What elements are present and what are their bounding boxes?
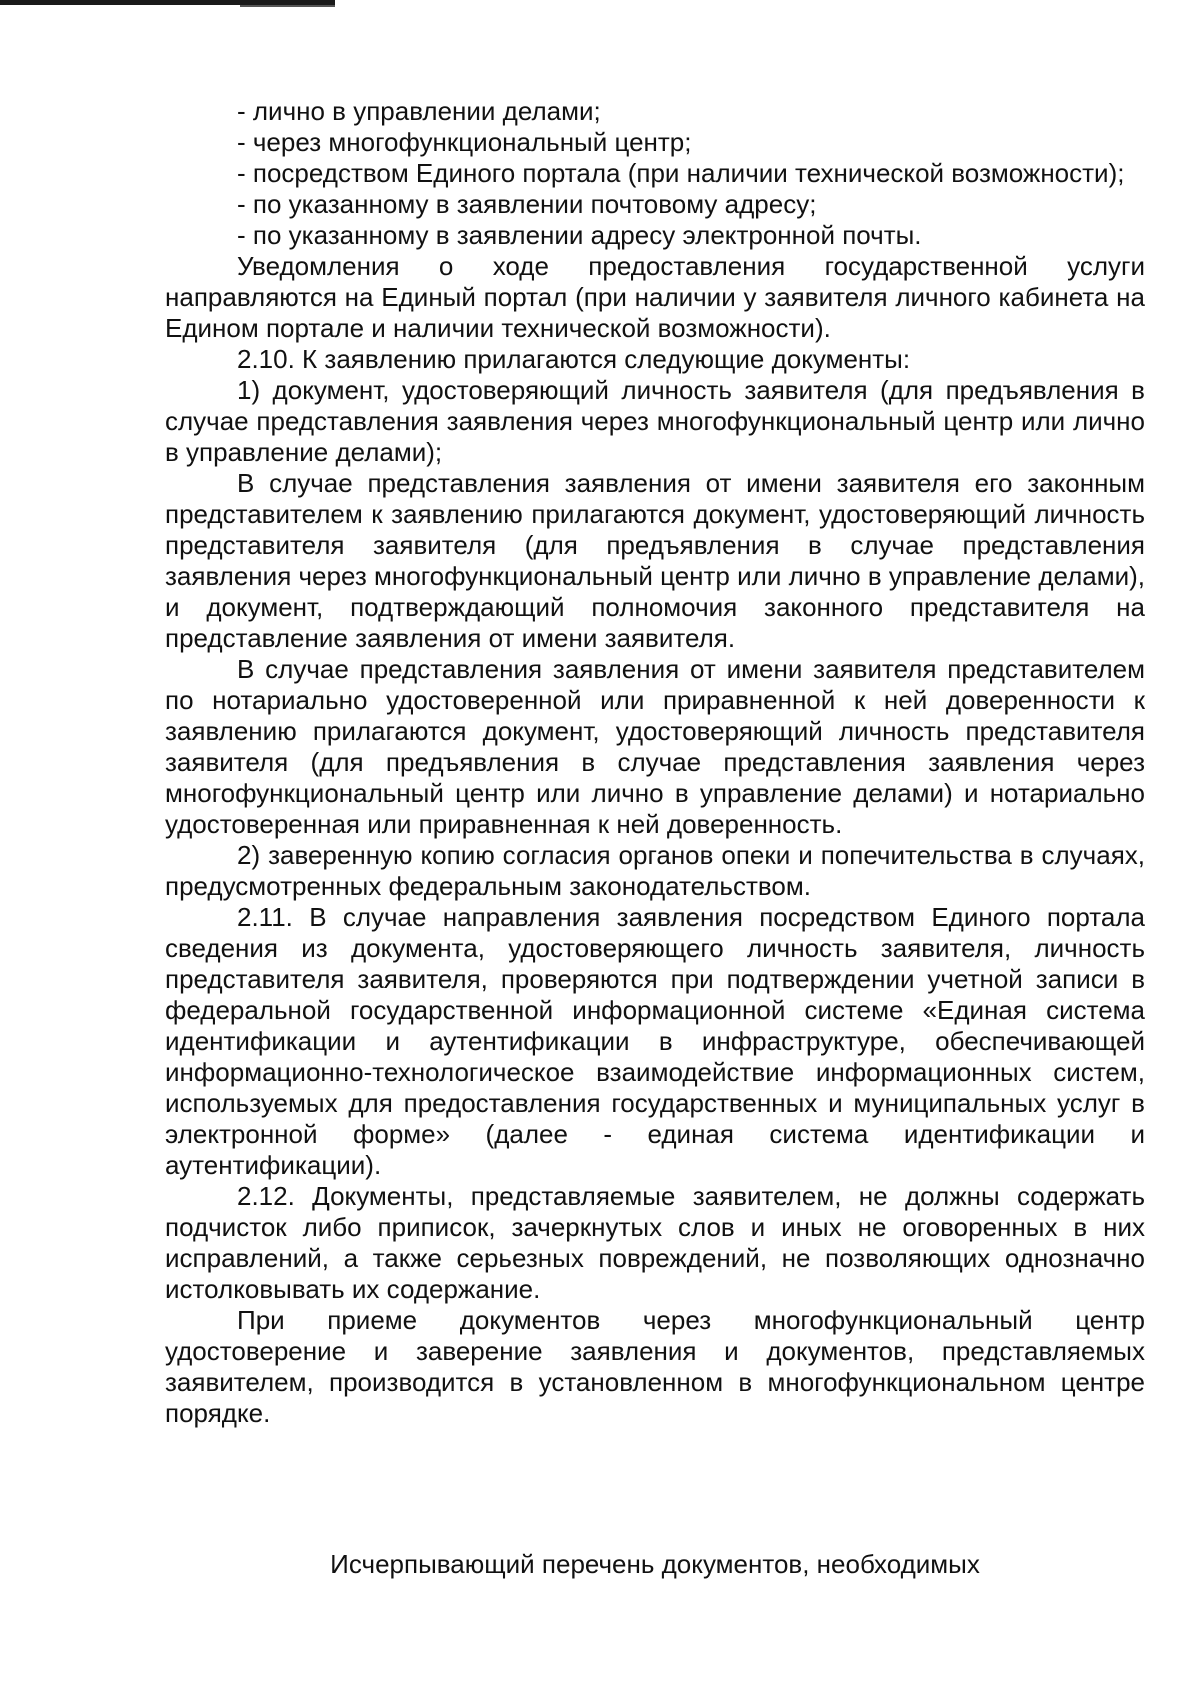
paragraph-2-10-item-1: 1) документ, удостоверяющий личность заявителя (для предъявления в случае представления заявления через многофункциональный центр или лично в управление делами); [165,375,1145,467]
paragraph-2-10: 2.10. К заявлению прилагаются следующие документы: [237,344,911,374]
list-item-personal: - лично в управлении делами; [237,96,601,126]
paragraph-legal-representative: В случае представления заявления от имени заявителя его законным представителем к заявлению прилагаются документ, удостоверяющий личность представителя заявителя (для предъявления в случае представления заявления через многофункциональный центр или лично в управление делами), и документ, подтверждающий полномочия законного представителя на представление заявления от имени заявителя. [165,468,1145,653]
paragraph-mfc-reception: При приеме документов через многофункциональный центр удостоверение и заверение заявления и документов, представляемых заявителем, производится в установленном в многофункциональном центре порядке. [165,1305,1145,1428]
paragraph-2-10-item-2: 2) заверенную копию согласия органов опеки и попечительства в случаях, предусмотренных федеральным законодательством. [165,840,1145,901]
paragraph-2-12: 2.12. Документы, представляемые заявителем, не должны содержать подчисток либо приписок, зачеркнутых слов и иных не оговоренных в них исправлений, а также серьезных повреждений, не позволяющих однозначно истолковывать их содержание. [165,1181,1145,1304]
document-body [165,96,1145,1429]
scan-edge-mark-tail [240,5,335,7]
paragraph-notarized-representative: В случае представления заявления от имени заявителя представителем по нотариально удостоверенной или приравненной к ней доверенности к заявлению прилагаются документ, удостоверяющий личность представителя заявителя (для предъявления в случае представления заявления через многофункциональный центр или лично в управление делами) и нотариально удостоверенная или приравненная к ней доверенность. [165,654,1145,839]
list-item-portal: - посредством Единого портала (при наличии технической возможности); [237,158,1125,188]
list-item-email: - по указанному в заявлении адресу электронной почты. [237,220,922,250]
list-item-postal-address: - по указанному в заявлении почтовому адресу; [237,189,817,219]
list-item-mfc: - через многофункциональный центр; [237,127,692,157]
section-heading: Исчерпывающий перечень документов, необходимых [330,1549,980,1579]
paragraph-2-11: 2.11. В случае направления заявления посредством Единого портала сведения из документа, удостоверяющего личность заявителя, личность представителя заявителя, проверяются при подтверждении учетной записи в федеральной государственной информационной системе «Единая система идентификации и аутентификации в инфраструктуре, обеспечивающей информационно-технологическое взаимодействие информационных систем, используемых для предоставления государственных и муниципальных услуг в электронной форме» (далее - единая система идентификации и аутентификации). [165,902,1145,1180]
paragraph-notifications: Уведомления о ходе предоставления государственной услуги направляются на Единый портал (при наличии у заявителя личного кабинета на Едином портале и наличии технической возможности). [165,251,1145,343]
